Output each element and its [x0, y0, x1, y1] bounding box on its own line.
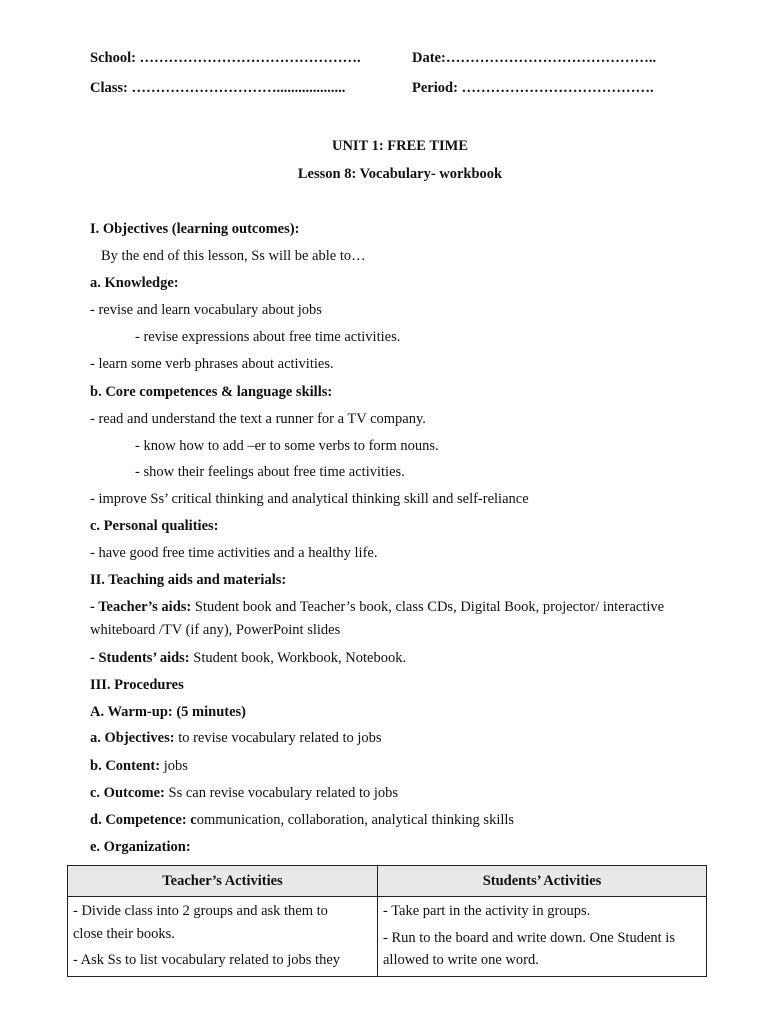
table-row [68, 897, 707, 977]
cell-text-line: - Divide class into 2 groups and ask them to [73, 903, 328, 919]
students-activities-cell [378, 897, 707, 977]
warmup-objectives: a. Objectives: to revise vocabulary related to jobs [90, 730, 382, 746]
objectives-intro: By the end of this lesson, Ss will be able to… [101, 248, 366, 264]
activities-table [67, 865, 707, 977]
competence-item: - show their feelings about free time activities. [135, 464, 405, 480]
teacher-activities-header: Teacher’s Activities [68, 866, 378, 897]
knowledge-item: - learn some verb phrases about activities. [90, 356, 334, 372]
competences-heading: b. Core competences & language skills: [90, 384, 333, 400]
cell-text-line: - Run to the board and write down. One Student is [383, 929, 675, 946]
cell-text-line: allowed to write one word. [383, 952, 539, 968]
objectives-heading: I. Objectives (learning outcomes): [90, 221, 300, 237]
teacher-activities-cell [68, 897, 378, 977]
personal-qualities-item: - have good free time activities and a healthy life. [90, 545, 378, 561]
knowledge-heading: a. Knowledge: [90, 275, 179, 291]
aids-heading: II. Teaching aids and materials: [90, 572, 287, 588]
competence-item: - know how to add –er to some verbs to form nouns. [135, 438, 439, 454]
cell-text-line: - Ask Ss to list vocabulary related to jobs they [73, 952, 341, 968]
period-field: Period: …………………………………. [412, 80, 654, 96]
competence-item: - read and understand the text a runner for a TV company. [90, 411, 426, 427]
header-row-1 [90, 50, 656, 67]
unit-title: UNIT 1: FREE TIME [331, 138, 469, 154]
date-field: Date:…………………………………….. [412, 50, 657, 66]
warmup-content: b. Content: jobs [90, 758, 188, 774]
school-field: School: ………………………………………. [90, 50, 361, 66]
students-activities-header: Students’ Activities [378, 866, 707, 897]
table-header-row [68, 866, 707, 897]
class-field: Class: …………………………................... [90, 80, 346, 96]
personal-qualities-heading: c. Personal qualities: [90, 518, 219, 534]
knowledge-item: - revise and learn vocabulary about jobs [90, 302, 322, 318]
warmup-competence: d. Competence: communication, collaboration, analytical thinking skills [90, 812, 515, 828]
competence-item: - improve Ss’ critical thinking and analytical thinking skill and self-reliance [90, 491, 529, 507]
header-row-2 [90, 80, 654, 97]
lesson-title: Lesson 8: Vocabulary- workbook [297, 166, 503, 182]
students-aids: - Students’ aids: Student book, Workbook, Notebook. [90, 650, 407, 666]
knowledge-item: - revise expressions about free time activities. [135, 329, 401, 345]
warmup-heading: A. Warm-up: (5 minutes) [90, 704, 247, 720]
cell-text-line: close their books. [73, 925, 175, 942]
teacher-aids: - Teacher’s aids: Student book and Teacher’s book, class CDs, Digital Book, projector/ interactive whiteboard /TV (if any), PowerPoint slides [90, 599, 665, 638]
warmup-organization: e. Organization: [90, 839, 191, 855]
procedures-heading: III. Procedures [90, 677, 184, 693]
warmup-outcome: c. Outcome: Ss can revise vocabulary related to jobs [90, 785, 399, 801]
cell-text-line: - Take part in the activity in groups. [383, 903, 591, 919]
